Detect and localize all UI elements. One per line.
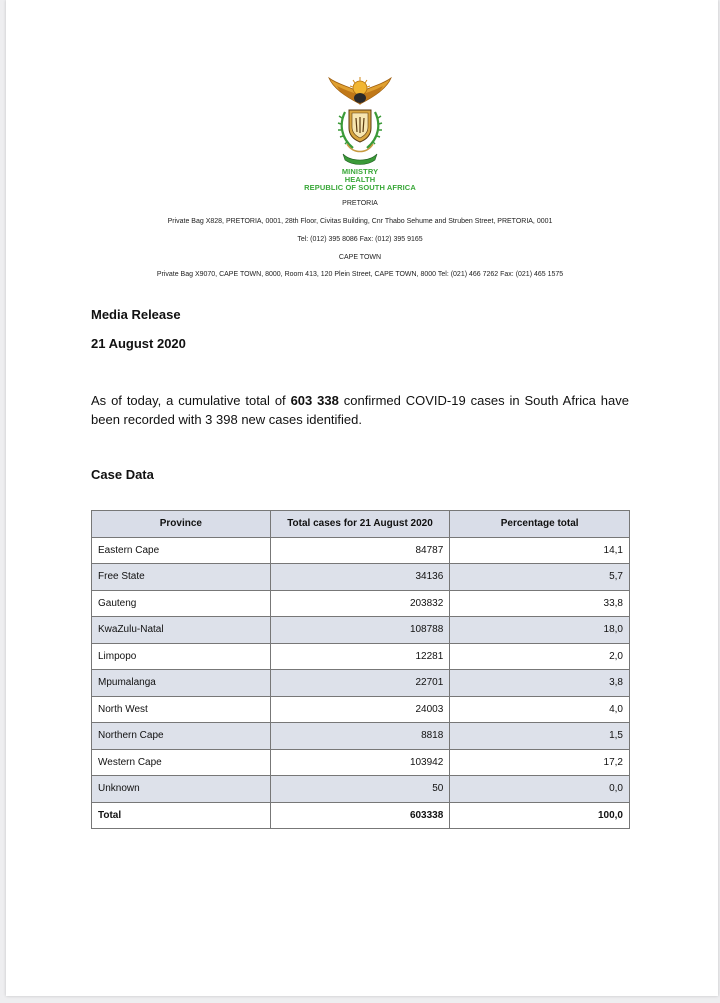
province-cell: Limpopo <box>92 643 271 670</box>
percentage-cell: 2,0 <box>450 643 630 670</box>
body-text-end: confirmed COVID-19 cases in South Africa have been recorded with 3 398 new cases identified. <box>91 393 629 427</box>
table-row <box>92 776 630 803</box>
province-cell: Northern Cape <box>92 723 271 750</box>
city-cape-town: CAPE TOWN <box>338 254 382 261</box>
percentage-cell: 0,0 <box>450 776 630 803</box>
total-percentage-cell: 100,0 <box>450 802 630 829</box>
percentage-cell: 5,7 <box>450 564 630 591</box>
body-paragraph <box>91 391 629 429</box>
percentage-cell: 1,5 <box>450 723 630 750</box>
total-cell: 108788 <box>270 617 450 644</box>
total-cases-cell: 603338 <box>270 802 450 829</box>
release-type: Media Release <box>91 307 181 322</box>
total-cell: 24003 <box>270 696 450 723</box>
total-cell: 12281 <box>270 643 450 670</box>
total-cell: 103942 <box>270 749 450 776</box>
body-text-start: As of today, a cumulative total of <box>91 393 291 408</box>
header-province: Province <box>92 511 271 538</box>
case-data-heading: Case Data <box>91 467 154 482</box>
total-label-cell: Total <box>92 802 271 829</box>
province-cell: Mpumalanga <box>92 670 271 697</box>
ministry-health-label: HEALTH <box>344 175 376 184</box>
ministry-country-label: REPUBLIC OF SOUTH AFRICA <box>304 183 416 192</box>
table-row <box>92 617 630 644</box>
percentage-cell: 3,8 <box>450 670 630 697</box>
total-cell: 8818 <box>270 723 450 750</box>
total-cell: 50 <box>270 776 450 803</box>
body-cumulative-total: 603 338 <box>290 393 339 408</box>
total-cell: 34136 <box>270 564 450 591</box>
table-row <box>92 696 630 723</box>
table-header-row <box>92 511 630 538</box>
table-row <box>92 564 630 591</box>
province-cell: Unknown <box>92 776 271 803</box>
province-cell: Western Cape <box>92 749 271 776</box>
table-row <box>92 723 630 750</box>
city-pretoria: PRETORIA <box>342 200 378 207</box>
header-total-cases: Total cases for 21 August 2020 <box>270 511 450 538</box>
header-percentage: Percentage total <box>450 511 630 538</box>
address-pretoria: Private Bag X828, PRETORIA, 0001, 28th Floor, Civitas Building, Cnr Thabo Sehume and Struben Street, PRETORIA, 0001 <box>167 218 553 225</box>
percentage-cell: 18,0 <box>450 617 630 644</box>
address-cape-town: Private Bag X9070, CAPE TOWN, 8000, Room 413, 120 Plein Street, CAPE TOWN, 8000 Tel: (021) 466 7262 Fax: (021) 465 1575 <box>156 271 564 278</box>
percentage-cell: 14,1 <box>450 537 630 564</box>
table-row <box>92 643 630 670</box>
coat-of-arms-icon <box>325 74 395 166</box>
total-cell: 203832 <box>270 590 450 617</box>
percentage-cell: 4,0 <box>450 696 630 723</box>
total-cell: 84787 <box>270 537 450 564</box>
percentage-cell: 33,8 <box>450 590 630 617</box>
case-data-table <box>91 510 630 829</box>
province-cell: KwaZulu-Natal <box>92 617 271 644</box>
tel-pretoria: Tel: (012) 395 8086 Fax: (012) 395 9165 <box>297 236 423 243</box>
percentage-cell: 17,2 <box>450 749 630 776</box>
total-cell: 22701 <box>270 670 450 697</box>
release-date: 21 August 2020 <box>91 336 186 351</box>
province-cell: Eastern Cape <box>92 537 271 564</box>
ministry-label: MINISTRY <box>341 167 379 176</box>
province-cell: Free State <box>92 564 271 591</box>
province-cell: North West <box>92 696 271 723</box>
table-row <box>92 749 630 776</box>
province-cell: Gauteng <box>92 590 271 617</box>
table-row <box>92 670 630 697</box>
table-row <box>92 537 630 564</box>
table-total-row <box>92 802 630 829</box>
table-row <box>92 590 630 617</box>
